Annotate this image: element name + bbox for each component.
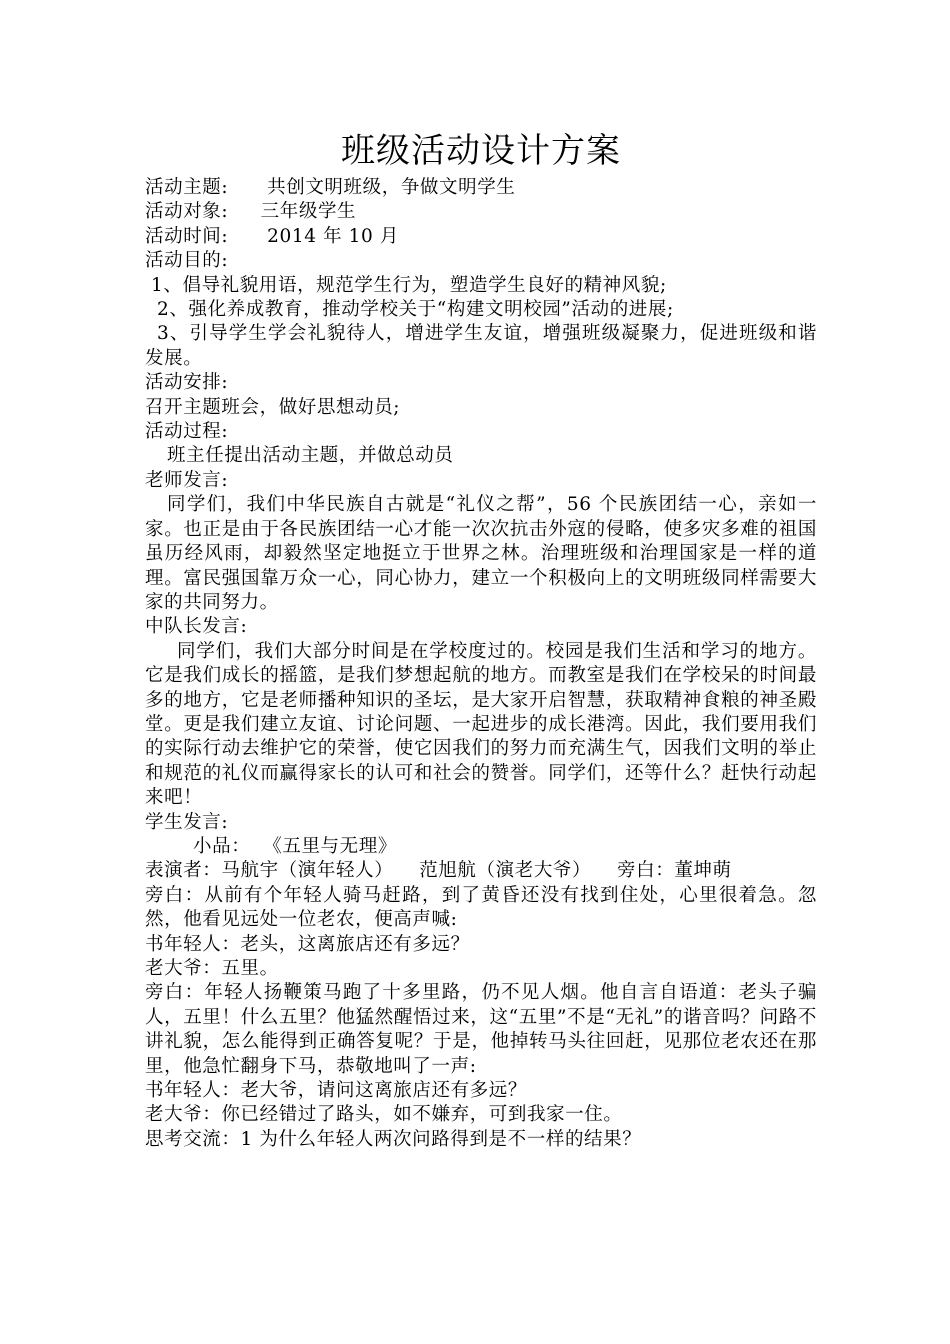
time-label: 活动时间: [145, 225, 229, 247]
target-row [145, 200, 817, 224]
purpose-label: 活动目的: [145, 250, 229, 272]
skit-title: 小品： 《五里与无理》 [193, 835, 397, 857]
purpose-item-3 [145, 322, 817, 371]
purpose-item-1: 1、倡导礼貌用语，规范学生行为，塑造学生良好的精神风貌; [151, 274, 667, 296]
skit-line: 书年轻人：老头，这离旅店还有多远？ [145, 933, 470, 955]
skit-line: 老大爷：五里。 [145, 958, 279, 979]
skit-line: 思考交流：1 为什么年轻人两次问路得到是不一样的结果？ [145, 1128, 642, 1150]
purpose-item-2: 2、强化养成教育，推动学校关于“构建文明校园”活动的进展; [157, 299, 674, 321]
arrangement-label: 活动安排: [145, 372, 229, 394]
teacher-speech: 同学们，我们中华民族自古就是“礼仪之帮”，56 个民族团结一心，亲如一家。也正是由于各民族团结一心才能一次次抗击外寇的侵略，使多灾多难的祖国虽历经风雨，却毅然坚定地挺立于世界之林。治理班级和治理国家是一样的道理。富民强国靠万众一心，同心协力，建立一个积极向上的文明班级同样需要大家的共同努力。 [145, 494, 817, 613]
target-value: 三年级学生 [260, 201, 357, 223]
time-row [145, 225, 817, 249]
theme-label: 活动主题: [145, 177, 229, 198]
process-text: 班主任提出活动主题，并做总动员 [167, 445, 454, 467]
captain-label: 中队长发言: [145, 616, 248, 638]
purpose-item-3-text: 3、引导学生学会礼貌待人，增进学生友谊，增强班级凝聚力，促进班级和谐发展。 [145, 323, 817, 369]
document-page [145, 128, 817, 1152]
teacher-label: 老师发言: [145, 469, 229, 491]
skit-line: 老大爷：你已经错过了路头，如不嫌弃，可到我家一住。 [145, 1104, 623, 1126]
time-value: 2014 年 10 月 [267, 225, 399, 247]
theme-row [145, 176, 817, 200]
skit-line: 旁白：从前有个年轻人骑马赶路，到了黄昏还没有找到住处，心里很着急。忽然，他看见远处一位老农，便高声喊: [145, 884, 817, 931]
skit-line: 书年轻人：老大爷，请问这离旅店还有多远？ [145, 1080, 528, 1102]
captain-speech: 同学们，我们大部分时间是在学校度过的。校园是我们生活和学习的地方。它是我们成长的摇篮，是我们梦想起航的地方。而教室是我们在学校呆的时间最多的地方，它是老师播种知识的圣坛，是大家开启智慧，获取精神食粮的神圣殿堂。更是我们建立友谊、讨论问题、一起进步的成长港湾。因此，我们要用我们的实际行动去维护它的荣誉，使它因我们的努力而充满生气，因我们文明的举止和规范的礼仪而赢得家长的认可和社会的赞誉。同学们，还等什么？赶快行动起来吧！ [145, 640, 817, 809]
target-label: 活动对象: [145, 201, 229, 223]
process-label: 活动过程: [145, 421, 229, 443]
document-title: 班级活动设计方案 [341, 131, 621, 171]
arrangement-text: 召开主题班会，做好思想动员; [145, 396, 401, 418]
student-label: 学生发言: [145, 811, 229, 833]
theme-value: 共创文明班级，争做文明学生 [267, 177, 516, 198]
skit-line: 旁白：年轻人扬鞭策马跑了十多里路，仍不见人烟。他自言自语道：老头子骗人，五里！什么五里？他猛然醒悟过来，这“五里”不是“无礼”的谐音吗？问路不讲礼貌，怎么能得到正确答复呢？于是，他掉转马头往回赶，见那位老农还在那里，他急忙翻身下马，恭敬地叫了一声: [145, 982, 817, 1077]
skit-cast: 表演者：马航宇（演年轻人） 范旭航（演老大爷） 旁白：董坤萌 [145, 860, 732, 882]
